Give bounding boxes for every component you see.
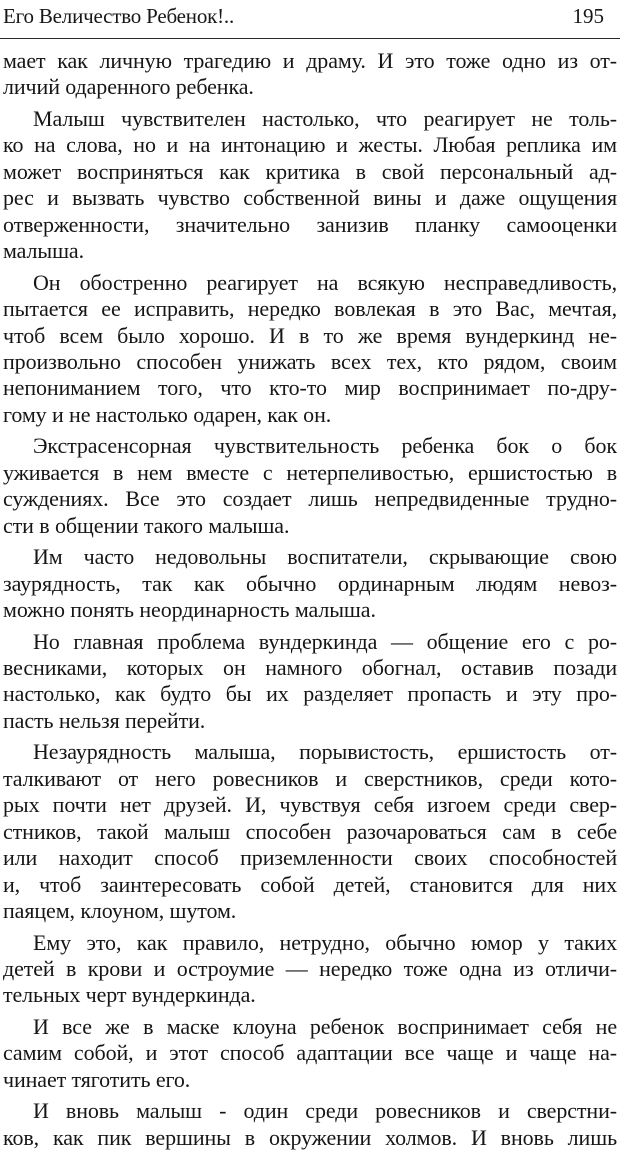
text-line: Экстрасенсорная чувствительность ребенка бок о бок [33, 433, 617, 459]
text-line: Ему это, как правило, нетрудно, обычно юмор у таких [33, 929, 617, 955]
text-line: весниками, которых он намного обогнал, оставив позади [3, 654, 617, 680]
text-line: стников, такой малыш способен разочароваться сам в себе [3, 818, 617, 844]
text-line: гому и не настолько одарен, как он. [3, 401, 332, 427]
text-line: личий одаренного ребенка. [3, 74, 254, 100]
text-line: ков, как пик вершины в окружении холмов. И вновь лишь [3, 1124, 617, 1150]
text-line: пасть нельзя перейти. [3, 707, 206, 733]
text-line: ко на слова, но и на интонацию и жесты. Любая реплика им [3, 132, 617, 158]
text-line: чтоб всем было хорошо. И в то же время вундеркинд не- [3, 322, 617, 348]
text-line: паяцем, клоуном, шутом. [3, 898, 237, 924]
text-line: И все же в маске клоуна ребенок воспринимает себя не [33, 1013, 617, 1039]
text-line: настолько, как будто бы их разделяет пропасть и эту про- [3, 681, 617, 707]
text-line: может восприняться как критика в свой персональный ад- [3, 158, 617, 184]
text-line: заурядность, так как обычно ординарным людям невоз- [3, 570, 617, 596]
text-line: можно понять неординарность малыша. [3, 597, 376, 623]
text-line: мает как личную трагедию и драму. И это тоже одно из от- [3, 48, 617, 73]
body-text [3, 48, 617, 1151]
text-line: рых почти нет друзей. И, чувствуя себя изгоем среди свер- [3, 792, 617, 818]
text-line: Им часто недовольны воспитатели, скрывающие свою [33, 544, 617, 570]
text-line: детей в крови и остроумие — нередко тоже одна из отличи- [3, 955, 617, 981]
text-line: Он обостренно реагирует на всякую несправедливость, [33, 269, 617, 295]
text-line: пытается ее исправить, нередко вовлекая в это Вас, мечтая, [3, 296, 617, 322]
running-title: Его Величество Ребенок!.. [3, 4, 235, 28]
text-line: самим собой, и этот способ адаптации все чаще и чаще на- [3, 1040, 617, 1066]
text-line: И вновь малыш - один среди ровесников и сверстни- [33, 1098, 617, 1124]
text-line: и, чтоб заинтересовать собой детей, становится для них [3, 871, 617, 897]
text-line: талкивают от него ровесников и сверстников, среди кото- [3, 765, 617, 791]
text-line: малыша. [3, 238, 84, 264]
text-line: тельных черт вундеркинда. [3, 982, 256, 1008]
header-rule [0, 38, 620, 39]
text-line: суждениях. Все это создает лишь непредвиденные трудно- [3, 486, 617, 512]
text-line: отверженности, значительно занизив планку самооценки [3, 211, 617, 237]
text-line: чинает тяготить его. [3, 1066, 191, 1092]
text-line: Но главная проблема вундеркинда — общение его с ро- [33, 628, 617, 654]
page-number: 195 [572, 4, 604, 28]
text-line: или находит способ приземленности своих способностей [3, 845, 617, 871]
text-line: произвольно способен унижать всех тех, кто рядом, своим [3, 348, 617, 374]
text-line: Незаурядность малыша, порывистость, ершистость от- [33, 739, 617, 765]
text-line: сти в общении такого малыша. [3, 512, 290, 538]
text-line: рес и вызвать чувство собственной вины и даже ощущения [3, 185, 617, 211]
text-line: непониманием того, что кто-то мир воспринимает по-дру- [3, 375, 617, 401]
text-line: Малыш чувствителен настолько, что реагирует не толь- [33, 105, 617, 131]
text-line: уживается в нем вместе с нетерпеливостью, ершистостью в [3, 459, 617, 485]
